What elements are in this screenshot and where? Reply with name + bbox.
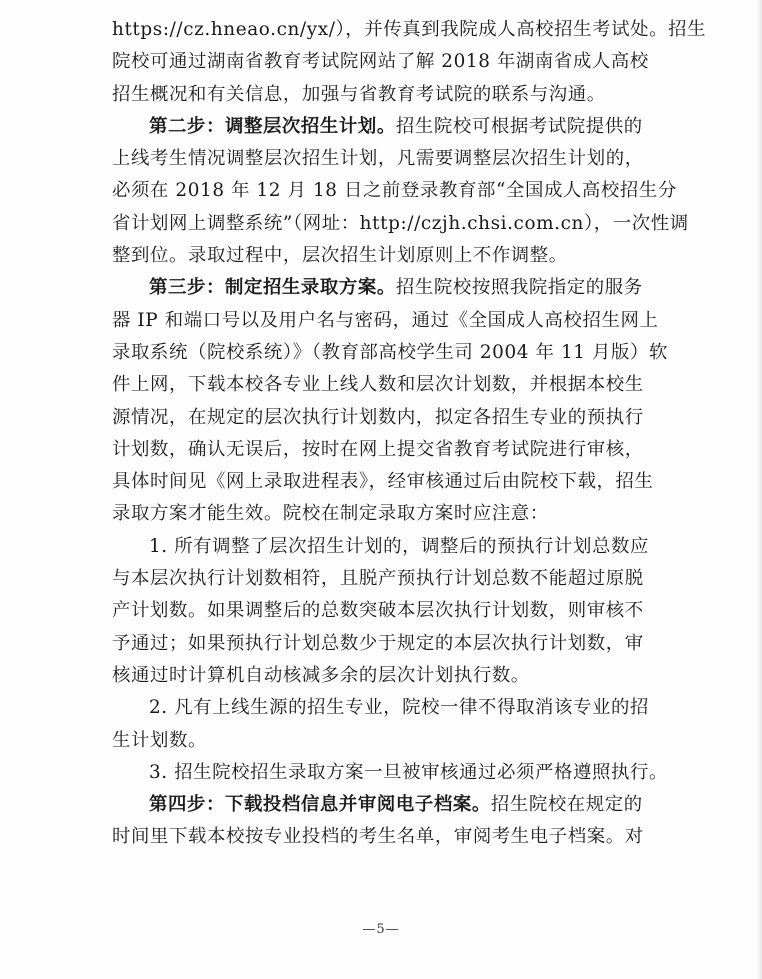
step-heading: 第三步：制定招生录取方案。 — [149, 277, 396, 299]
line-text: 招生院校可根据考试院提供的 — [395, 115, 643, 137]
line-text: 生计划数。 — [112, 729, 207, 751]
line-text: 产计划数。如果调整后的总数突破本层次执行计划数，则审核不 — [112, 600, 644, 622]
text-line — [112, 595, 672, 627]
text-line — [112, 692, 672, 724]
line-text: 核通过时计算机自动核减多余的层次计划执行数。 — [112, 664, 530, 686]
line-text: 予通过；如果预执行计划总数少于规定的本层次执行计划数，审 — [112, 632, 644, 654]
line-text: 院校可通过湖南省教育考试院网站了解 2018 年湖南省成人高校 — [112, 51, 649, 73]
text-line — [112, 175, 677, 207]
text-line — [112, 369, 672, 401]
scan-edge-shadow — [756, 0, 762, 979]
line-text: https://cz.hneao.cn/yx/），并传真到我院成人高校招生考试处。招生 — [112, 19, 707, 40]
text-line — [112, 821, 672, 853]
text-line — [112, 208, 689, 240]
line-text: 上线考生情况调整层次招生计划，凡需要调整层次招生计划的， — [112, 148, 644, 170]
text-line — [112, 111, 672, 143]
text-line — [112, 143, 672, 175]
line-text: 招生院校在规定的 — [490, 794, 643, 816]
text-line — [112, 757, 672, 789]
text-line — [112, 660, 672, 692]
text-line — [112, 402, 672, 434]
line-text: 时间里下载本校按专业投档的考生名单，审阅考生电子档案。对 — [112, 826, 644, 848]
line-text: 录取系统（院校系统）》（教育部高校学生司 2004 年 11 月版）软 — [112, 341, 668, 363]
step-heading: 第四步：下载投档信息并审阅电子档案。 — [149, 794, 491, 816]
text-line — [112, 434, 672, 466]
line-text: 器 IP 和端口号以及用户名与密码，通过《全国成人高校招生网上 — [112, 309, 659, 331]
text-line — [112, 563, 672, 595]
text-line — [112, 14, 707, 46]
text-line — [112, 240, 672, 272]
text-line — [112, 272, 672, 304]
text-line — [112, 305, 672, 337]
text-line — [112, 498, 672, 530]
text-line — [112, 628, 672, 660]
page-number: —5— — [362, 922, 400, 937]
text-line — [112, 46, 672, 78]
line-text: 1. 所有调整了层次招生计划的，调整后的预执行计划总数应 — [149, 535, 649, 557]
body-text — [112, 14, 707, 854]
line-text: 2. 凡有上线生源的招生专业，院校一律不得取消该专业的招 — [149, 697, 649, 719]
line-text: 整到位。录取过程中，层次招生计划原则上不作调整。 — [112, 245, 568, 267]
line-text: 源情况，在规定的层次执行计划数内，拟定各招生专业的预执行 — [112, 406, 644, 428]
text-line — [112, 337, 672, 369]
text-line — [112, 725, 672, 757]
line-text: 具体时间见《网上录取进程表》，经审核通过后由院校下载，招生 — [112, 471, 654, 493]
line-text: 招生院校按照我院指定的服务 — [395, 277, 643, 299]
line-text: 省计划网上调整系统”（网址：http://czjh.chsi.com.cn），一次性调 — [112, 212, 689, 234]
line-text: 3. 招生院校招生录取方案一旦被审核通过必须严格遵照执行。 — [149, 761, 668, 783]
line-text: 与本层次执行计划数相符，且脱产预执行计划总数不能超过原脱 — [112, 568, 644, 590]
text-line — [112, 466, 672, 498]
text-line — [112, 789, 672, 821]
line-text: 录取方案才能生效。院校在制定录取方案时应注意： — [112, 503, 549, 525]
text-line — [112, 531, 672, 563]
text-line — [112, 79, 672, 111]
line-text: 计划数，确认无误后，按时在网上提交省教育考试院进行审核， — [112, 438, 644, 460]
line-text: 招生概况和有关信息，加强与省教育考试院的联系与沟通。 — [112, 83, 606, 105]
step-heading: 第二步：调整层次招生计划。 — [149, 115, 396, 137]
line-text: 件上网，下载本校各专业上线人数和层次计划数，并根据本校生 — [112, 374, 644, 396]
line-text: 必须在 2018 年 12 月 18 日之前登录教育部“全国成人高校招生分 — [112, 180, 677, 202]
